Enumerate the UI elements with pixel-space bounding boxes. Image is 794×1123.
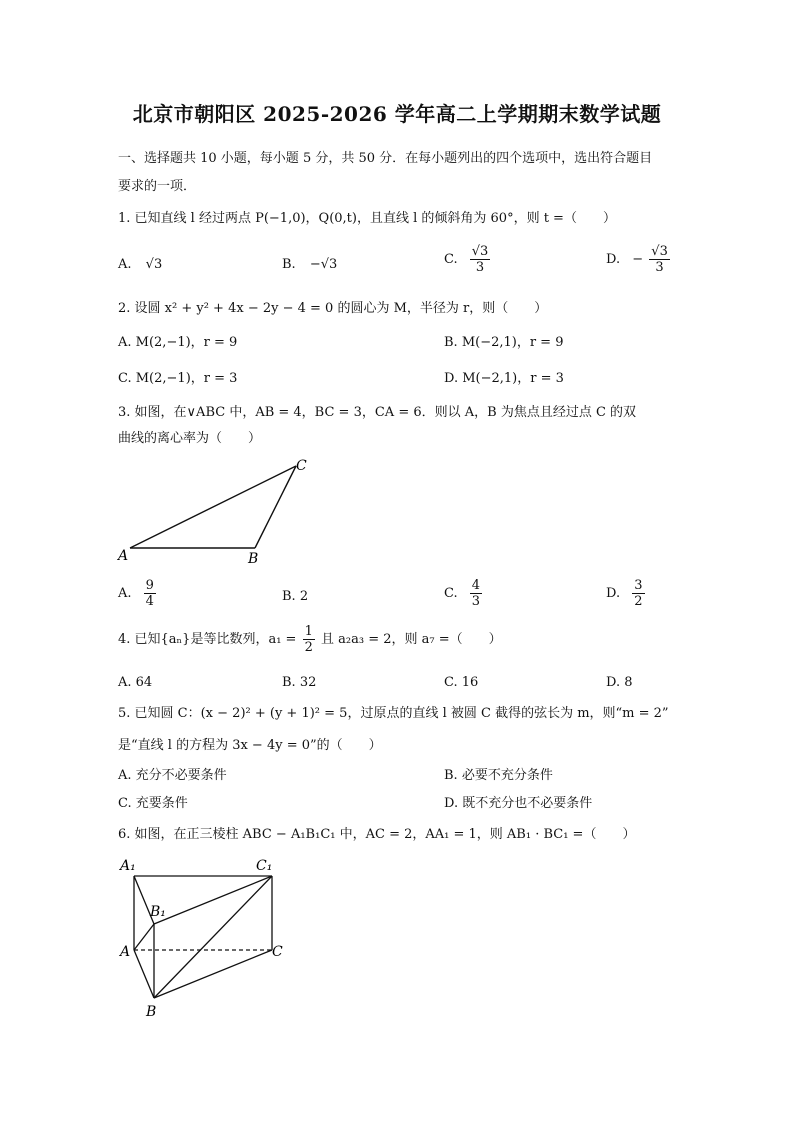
vertex-label-b: B	[248, 551, 259, 567]
edge-ab	[134, 950, 154, 998]
q5-option-a: A. 充分不必要条件	[118, 768, 227, 783]
q3-stem-line2: 曲线的离心率为（ ）	[118, 431, 262, 446]
q1-option-d-den: 3	[655, 260, 664, 275]
q3-option-d	[606, 578, 647, 609]
segment-ab1	[134, 924, 154, 950]
q5-option-b: B. 必要不充分条件	[444, 768, 553, 783]
q1-option-c-den: 3	[475, 260, 485, 275]
q2-stem: 2. 设圆 x² + y² + 4x − 2y − 4 = 0 的圆心为 M，半径为 r，则（ ）	[118, 301, 548, 316]
q3-option-a-num: 9	[145, 578, 154, 593]
q3-option-d-fraction	[632, 578, 644, 609]
q2-option-c: C. M(2,−1)，r = 3	[118, 371, 238, 386]
q3-option-c-label: C.	[444, 586, 458, 601]
q4-stem	[118, 624, 502, 655]
q5-stem-line1: 5. 已知圆 C：(x − 2)² + (y + 1)² = 5，过原点的直线 l 被圆 C 截得的弦长为 m，则“m = 2”	[118, 706, 669, 721]
q3-option-d-den: 2	[634, 594, 643, 609]
vertex-label-a1: A₁	[120, 858, 136, 874]
q1-option-d-sign: −	[632, 252, 644, 267]
q3-option-c-den: 3	[471, 594, 481, 609]
q1-option-c-fraction	[470, 244, 491, 275]
section-heading-line1: 一、选择题共 10 小题，每小题 5 分，共 50 分．在每小题列出的四个选项中，选出符合题目	[118, 151, 653, 166]
edge-b1c1	[154, 876, 272, 924]
vertex-label-b1: B₁	[150, 904, 166, 920]
q4-option-d: D. 8	[606, 675, 633, 690]
q3-option-a-fraction	[144, 578, 156, 609]
q3-stem-line1: 3. 如图，在∨ABC 中，AB = 4，BC = 3，CA = 6．则以 A，B 为焦点且经过点 C 的双	[118, 405, 637, 420]
q3-option-a-label: A.	[118, 586, 132, 601]
q4-option-b: B. 32	[282, 675, 317, 690]
q5-option-c: C. 充要条件	[118, 796, 188, 811]
q1-option-a	[118, 256, 162, 274]
q4-stem-num: 1	[304, 624, 313, 639]
q6-stem: 6. 如图，在正三棱柱 ABC − A₁B₁C₁ 中，AC = 2，AA₁ = 1，则 AB₁ · BC₁ =（ ）	[118, 827, 636, 842]
q4-stem-pre: 4. 已知{aₙ}是等比数列，a₁ =	[118, 632, 297, 647]
q4-stem-fraction	[303, 624, 315, 655]
vertex-label-a: A	[118, 548, 129, 564]
side-bc	[255, 466, 296, 548]
q3-option-c	[444, 578, 484, 609]
side-ac	[130, 466, 296, 548]
q1-option-b-label: B.	[282, 257, 296, 272]
vertex-label-c: C	[296, 458, 307, 474]
q4-stem-den: 2	[304, 640, 313, 655]
prism-figure	[110, 850, 310, 1025]
vertex-label-a: A	[120, 944, 131, 960]
q4-option-c: C. 16	[444, 675, 479, 690]
q1-option-d-label: D.	[606, 252, 621, 267]
q3-option-a-den: 4	[145, 594, 154, 609]
q1-option-c-label: C.	[444, 252, 458, 267]
q1-option-b	[282, 256, 337, 274]
q3-option-c-fraction	[470, 578, 482, 609]
edge-bc	[154, 950, 272, 998]
q2-option-a: A. M(2,−1)，r = 9	[118, 335, 238, 350]
q3-option-d-label: D.	[606, 586, 621, 601]
q1-option-d-fraction	[649, 244, 670, 275]
q1-stem: 1. 已知直线 l 经过两点 P(−1,0)，Q(0,t)，且直线 l 的倾斜角为 60°，则 t =（ ）	[118, 211, 616, 226]
q4-stem-post: 且 a₂a₃ = 2，则 a₇ =（ ）	[321, 632, 502, 647]
q3-option-b: B. 2	[282, 589, 309, 604]
q1-option-c	[444, 244, 492, 275]
q1-option-c-num: √3	[471, 244, 489, 259]
triangle-abc-figure	[110, 452, 330, 570]
q1-option-a-value: √3	[145, 257, 163, 272]
q3-option-c-num: 4	[471, 578, 481, 593]
section-heading-line2: 要求的一项．	[118, 179, 197, 194]
vertex-label-b: B	[146, 1004, 157, 1020]
q3-option-d-num: 3	[634, 578, 643, 593]
segment-bc1	[154, 876, 272, 998]
q1-option-b-value: −√3	[309, 257, 338, 272]
q1-option-d-num: √3	[651, 244, 668, 259]
q1-option-d	[606, 244, 672, 275]
vertex-label-c: C	[272, 944, 283, 960]
q3-option-a	[118, 578, 158, 609]
q2-option-b: B. M(−2,1)，r = 9	[444, 335, 564, 350]
page-title: 北京市朝阳区 2025-2026 学年高二上学期期末数学试题	[132, 102, 662, 126]
q1-option-a-label: A.	[118, 257, 132, 272]
q4-option-a: A. 64	[118, 675, 153, 690]
q5-option-d: D. 既不充分也不必要条件	[444, 796, 593, 811]
vertex-label-c1: C₁	[256, 858, 273, 874]
q5-stem-line2: 是“直线 l 的方程为 3x − 4y = 0”的（ ）	[118, 738, 382, 753]
q2-option-d: D. M(−2,1)，r = 3	[444, 371, 564, 386]
